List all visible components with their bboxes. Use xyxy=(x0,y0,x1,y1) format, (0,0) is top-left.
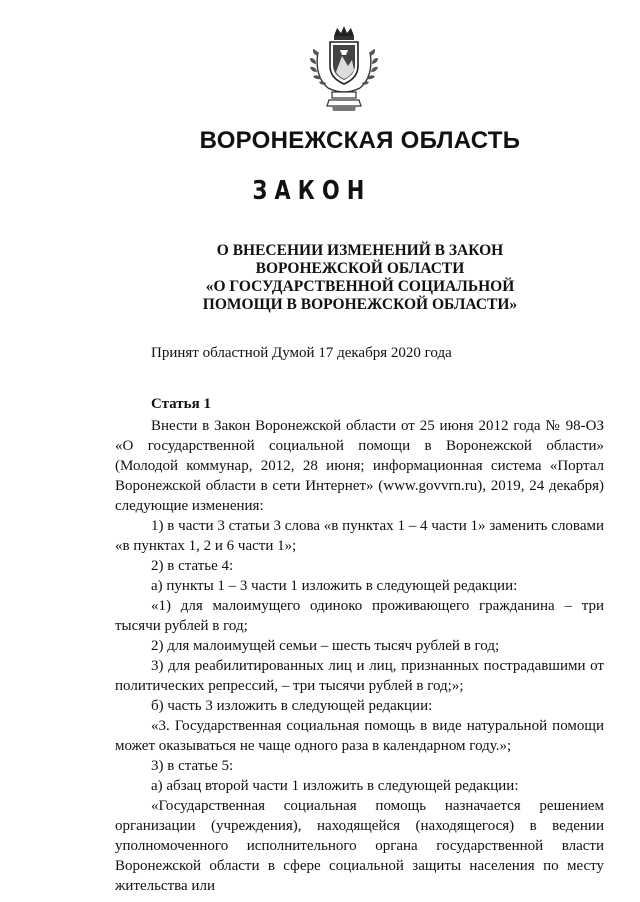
law-heading xyxy=(150,242,570,314)
document-type-title: ЗАКОН xyxy=(252,176,372,206)
paragraph: «3. Государственная социальная помощь в виде натуральной помощи может оказываться не чаще одного раза в календарном году.»; xyxy=(115,718,604,754)
paragraph: 2) для малоимущей семьи – шесть тысяч рублей в год; xyxy=(151,638,500,654)
paragraph: а) абзац второй части 1 изложить в следующей редакции: xyxy=(151,778,519,794)
coat-of-arms-emblem xyxy=(306,22,382,114)
article-heading: Статья 1 xyxy=(151,396,211,412)
heading-line: ВОРОНЕЖСКОЙ ОБЛАСТИ xyxy=(255,260,465,277)
article-body-intro xyxy=(115,416,604,516)
adoption-statement: Принят областной Думой 17 декабря 2020 года xyxy=(151,345,452,361)
paragraph: «Государственная социальная помощь назначается решением организации (учреждения), находящейся (находящегося) в ведении уполномоченного исполнительного органа государственной власти Воронежской области в сфере социальной защиты населения по месту жительства или xyxy=(115,798,604,894)
paragraph: 3) в статье 5: xyxy=(151,758,234,774)
paragraph: а) пункты 1 – 3 части 1 изложить в следующей редакции: xyxy=(151,578,518,594)
paragraph: «1) для малоимущего одиноко проживающего гражданина – три тысячи рублей в год; xyxy=(115,598,604,634)
heading-line: ПОМОЩИ В ВОРОНЕЖСКОЙ ОБЛАСТИ» xyxy=(202,296,518,313)
heading-line: «О ГОСУДАРСТВЕННОЙ СОЦИАЛЬНОЙ xyxy=(205,278,515,295)
article-body-changes xyxy=(115,516,604,896)
paragraph: б) часть 3 изложить в следующей редакции: xyxy=(151,698,433,714)
heading-line: О ВНЕСЕНИИ ИЗМЕНЕНИЙ В ЗАКОН xyxy=(216,242,504,259)
paragraph: 1) в части 3 статьи 3 слова «в пунктах 1 – 4 части 1» заменить словами «в пунктах 1, 2 и 6 части 1»; xyxy=(115,518,604,554)
region-title: ВОРОНЕЖСКАЯ ОБЛАСТЬ xyxy=(199,127,521,154)
paragraph: 3) для реабилитированных лиц и лиц, признанных пострадавшими от политических репрессий, – три тысячи рублей в год;»; xyxy=(115,658,604,694)
paragraph: 2) в статье 4: xyxy=(151,558,234,574)
paragraph: Внести в Закон Воронежской области от 25 июня 2012 года № 98-ОЗ «О государственной социальной помощи в Воронежской области» (Молодой коммунар, 2012, 28 июня; информационная система «Портал Воронежской области в сети Интернет» (www.govvrn.ru), 2019, 24 декабря) следующие изменения: xyxy=(115,418,604,514)
